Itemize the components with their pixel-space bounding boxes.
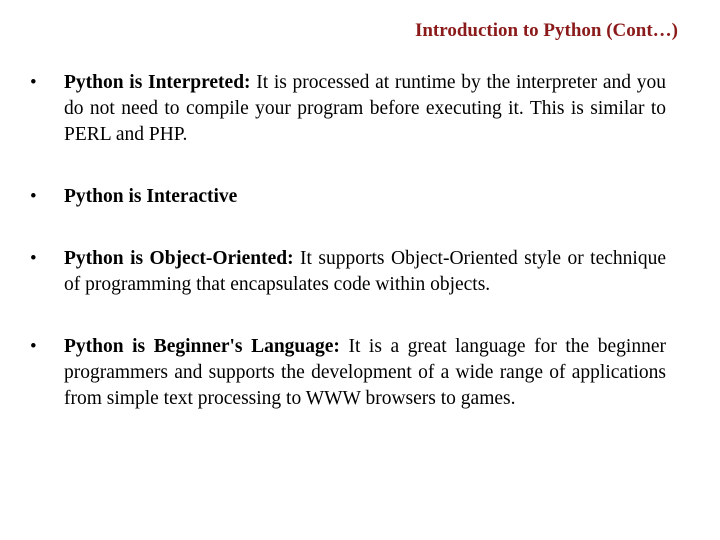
- bullet-term: Python is Object-Oriented:: [64, 248, 294, 269]
- bullet-interpreted: [30, 70, 666, 148]
- bullet-icon: •: [30, 186, 37, 207]
- bullet-term: Python is Beginner's Language:: [64, 336, 340, 357]
- slide-title: Introduction to Python (Cont…): [414, 20, 678, 41]
- bullet-beginners-language: [30, 334, 666, 412]
- bullet-icon: •: [30, 336, 37, 357]
- bullet-term: Python is Interactive: [64, 186, 238, 207]
- bullet-interactive: [30, 184, 666, 210]
- bullet-text: It is processed at runtime by the interpreter and you do not need to compile your program before executing it. This is similar to PERL and PHP.: [64, 72, 666, 145]
- bullet-icon: •: [30, 72, 37, 93]
- bullet-object-oriented: [30, 246, 666, 298]
- bullet-icon: •: [30, 248, 37, 269]
- bullet-term: Python is Interpreted:: [64, 72, 251, 93]
- bullet-text: It supports Object-Oriented style or technique of programming that encapsulates code within objects.: [64, 248, 666, 295]
- bullet-text: It is a great language for the beginner programmers and supports the development of a wide range of applications from simple text processing to WWW browsers to games.: [64, 336, 666, 409]
- bullet-list: [30, 70, 666, 412]
